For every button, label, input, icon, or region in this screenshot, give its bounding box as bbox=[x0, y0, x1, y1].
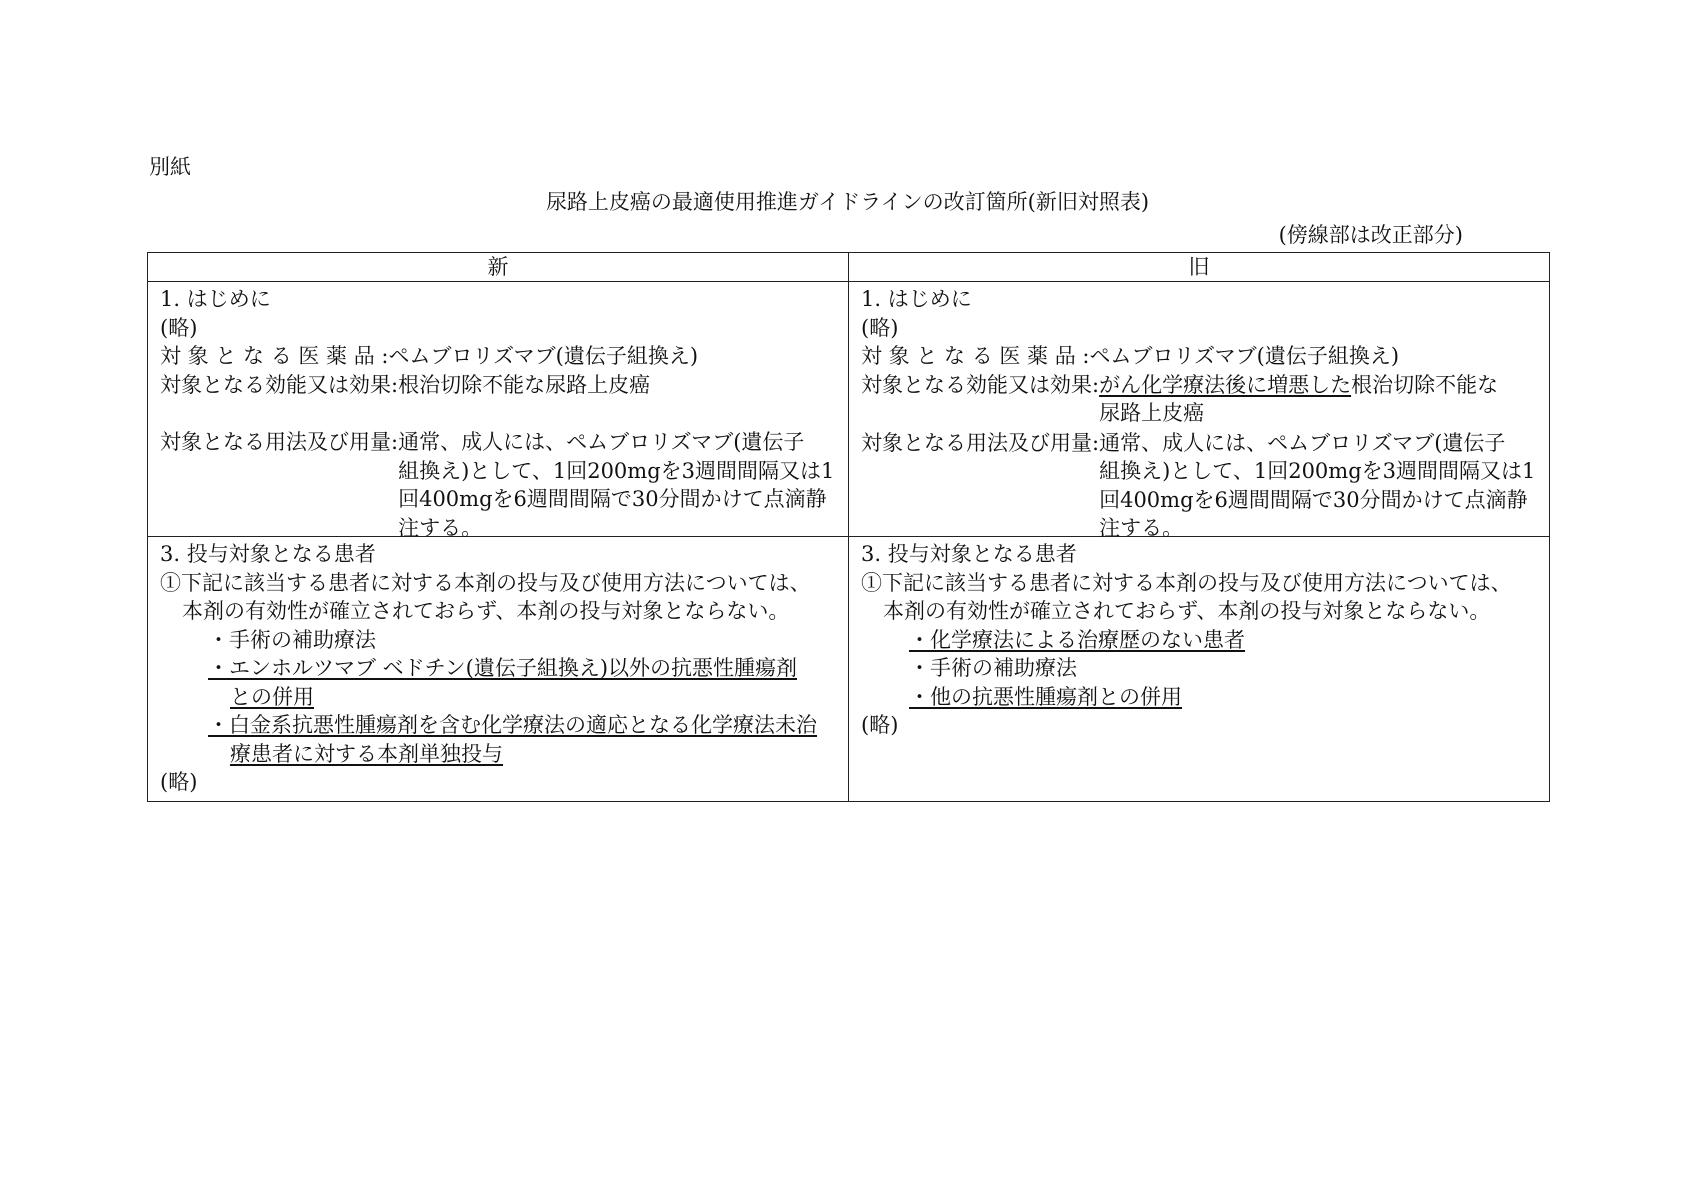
drug-value: ペムブロリズマブ(遺伝子組換え) bbox=[388, 344, 699, 368]
dosage-row bbox=[160, 428, 838, 542]
section-1-new-cell bbox=[148, 282, 849, 540]
criteria-text: ①下記に該当する患者に対する本剤の投与及び使用方法については、 bbox=[160, 570, 811, 595]
dosage-line: 回400mgを6週間間隔で30分間かけて点滴静 bbox=[398, 487, 827, 511]
indication-text: 根治切除不能な bbox=[1351, 372, 1499, 397]
underlined-change: ・化学療法による治療歴のない患者 bbox=[909, 627, 1245, 652]
omitted-marker: (略) bbox=[861, 315, 899, 340]
indication-label: 対象となる効能又は効果: bbox=[160, 372, 399, 397]
column-header-new: 新 bbox=[148, 253, 849, 282]
underlined-change: ・他の抗悪性腫瘍剤との併用 bbox=[909, 684, 1182, 709]
dosage-row bbox=[861, 429, 1539, 543]
list-item: ・手術の補助療法 bbox=[208, 627, 376, 652]
dosage-line: 通常、成人には、ペムブロリズマブ(遺伝子 bbox=[1099, 430, 1506, 455]
drug-row bbox=[861, 342, 1539, 371]
indication-value: 根治切除不能な尿路上皮癌 bbox=[398, 372, 651, 397]
indication-row bbox=[160, 371, 838, 400]
omitted-marker: (略) bbox=[160, 315, 198, 340]
omitted-marker: (略) bbox=[861, 713, 899, 737]
attachment-label: 別紙 bbox=[149, 155, 191, 179]
column-header-old: 旧 bbox=[849, 253, 1550, 282]
section-heading: 3. 投与対象となる患者 bbox=[861, 542, 1077, 566]
underlined-change: ・エンホルツマブ ベドチン(遺伝子組換え)以外の抗悪性腫瘍剤 bbox=[208, 656, 798, 680]
list-item: ・手術の補助療法 bbox=[909, 656, 1077, 680]
criteria-text: 本剤の有効性が確立されておらず、本剤の投与対象とならない。 bbox=[182, 599, 790, 623]
indication-row bbox=[861, 371, 1539, 428]
dosage-line: 組換え)として、1回200mgを3週間間隔又は1 bbox=[398, 458, 835, 483]
indication-label: 対象となる効能又は効果: bbox=[861, 372, 1100, 397]
drug-row bbox=[160, 342, 838, 371]
drug-label: 対 象 と な る 医 薬 品 : bbox=[160, 344, 389, 368]
underlined-change: との併用 bbox=[230, 684, 314, 709]
document-title: 尿路上皮癌の最適使用推進ガイドラインの改訂箇所(新旧対照表) bbox=[545, 190, 1150, 214]
underline-note: (傍線部は改正部分) bbox=[1278, 223, 1463, 247]
criteria-text: ①下記に該当する患者に対する本剤の投与及び使用方法については、 bbox=[861, 570, 1512, 595]
dosage-line: 通常、成人には、ペムブロリズマブ(遺伝子 bbox=[398, 430, 805, 454]
section-heading: 1. はじめに bbox=[160, 287, 271, 311]
drug-value: ペムブロリズマブ(遺伝子組換え) bbox=[1089, 344, 1400, 368]
list-item bbox=[160, 654, 838, 683]
drug-label: 対 象 と な る 医 薬 品 : bbox=[861, 344, 1090, 368]
section-3-old-cell bbox=[849, 537, 1550, 802]
comparison-table bbox=[147, 252, 1550, 802]
dosage-line: 回400mgを6週間間隔で30分間かけて点滴静 bbox=[1099, 487, 1528, 512]
section-heading: 3. 投与対象となる患者 bbox=[160, 542, 376, 566]
dosage-line: 注する。 bbox=[398, 515, 483, 540]
omitted-marker: (略) bbox=[160, 770, 198, 794]
indication-line: 尿路上皮癌 bbox=[1099, 401, 1205, 425]
criteria-text: 本剤の有効性が確立されておらず、本剤の投与対象とならない。 bbox=[883, 599, 1491, 623]
underlined-change: がん化学療法後に増悪した bbox=[1099, 372, 1352, 397]
header-row bbox=[148, 253, 1550, 282]
underlined-change: 療患者に対する本剤単独投与 bbox=[230, 741, 503, 766]
dosage-label: 対象となる用法及び用量: bbox=[160, 430, 399, 454]
list-item-continued bbox=[160, 683, 838, 712]
list-item bbox=[861, 626, 1539, 655]
dosage-line: 注する。 bbox=[1099, 516, 1184, 540]
underlined-change: ・白金系抗悪性腫瘍剤を含む化学療法の適応となる化学療法未治 bbox=[208, 713, 817, 737]
list-item bbox=[160, 711, 838, 740]
indication-line bbox=[1099, 371, 1539, 400]
section-3-row bbox=[148, 537, 1550, 802]
section-1-row bbox=[148, 282, 1550, 537]
dosage-line: 組換え)として、1回200mgを3週間間隔又は1 bbox=[1099, 459, 1536, 483]
section-3-new-cell bbox=[148, 537, 849, 802]
section-1-old-cell bbox=[849, 282, 1550, 540]
section-heading: 1. はじめに bbox=[861, 287, 972, 311]
list-item-continued bbox=[160, 740, 838, 769]
list-item bbox=[861, 683, 1539, 712]
dosage-label: 対象となる用法及び用量: bbox=[861, 430, 1100, 455]
